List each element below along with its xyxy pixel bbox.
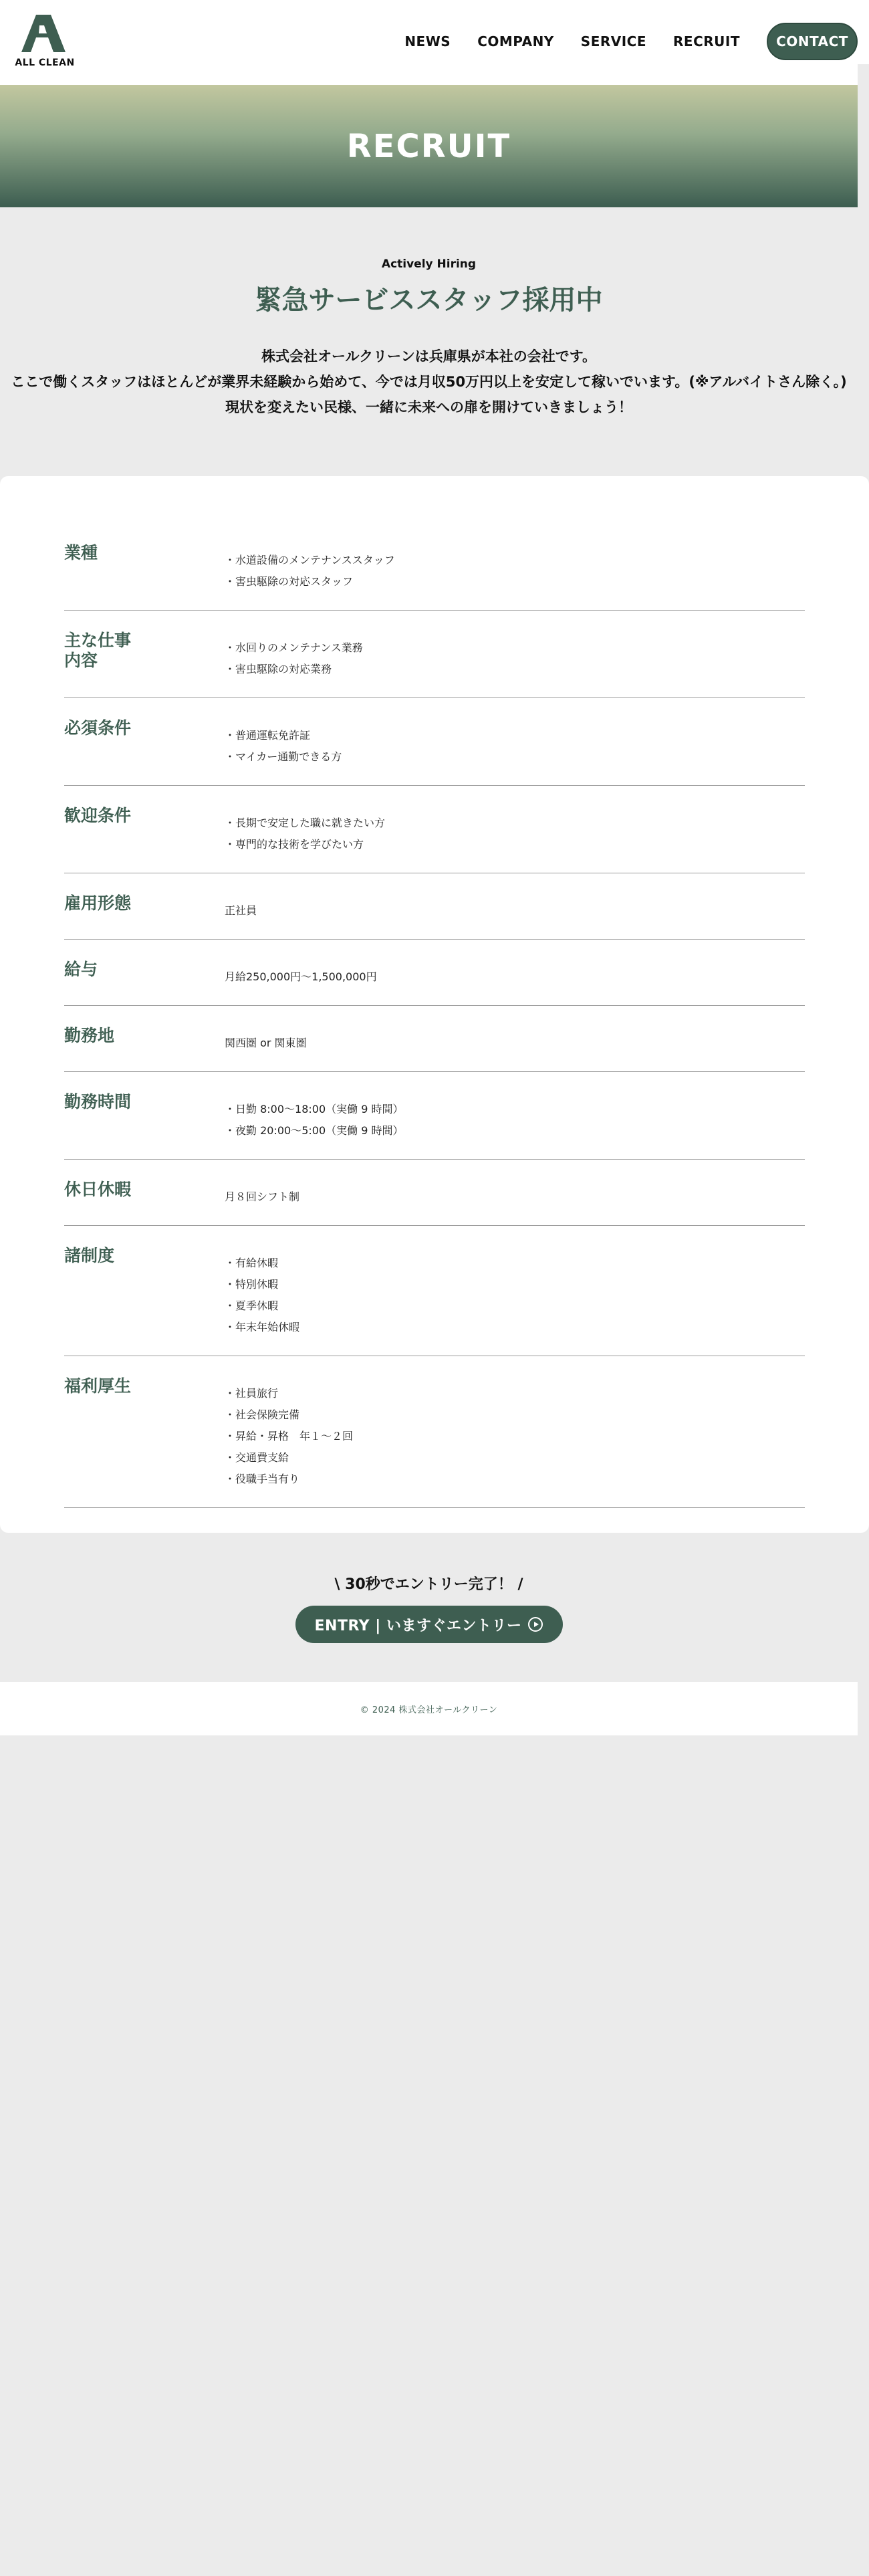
table-row: [64, 698, 805, 786]
intro-line: 株式会社オールクリーンは兵庫県が本社の会社です。: [261, 348, 597, 364]
scrollbar-thumb[interactable]: [858, 0, 869, 64]
row-values: [225, 1246, 805, 1338]
copyright-text: © 2024 株式会社オールクリーン: [360, 1705, 498, 1715]
hero-banner: [0, 85, 858, 207]
logo[interactable]: [15, 15, 75, 71]
nav-item-news[interactable]: NEWS: [404, 33, 451, 49]
table-row: [64, 1160, 805, 1226]
row-values: [225, 631, 805, 680]
row-values: [225, 960, 805, 988]
intro-section: [0, 257, 858, 420]
intro-body: [0, 344, 858, 420]
row-value: ・害虫駆除の対応業務: [225, 663, 332, 675]
row-label: 雇用形態: [64, 893, 132, 913]
logo-text: ALL CLEAN: [15, 58, 75, 68]
entry-lead-text: \ 30秒でエントリー完了！ /: [334, 1576, 523, 1593]
entry-button[interactable]: [295, 1606, 563, 1643]
eyebrow-text: Actively Hiring: [381, 257, 477, 271]
table-row: [64, 611, 805, 698]
row-value: ・有給休暇: [225, 1257, 279, 1269]
row-values: [225, 1180, 805, 1208]
entry-section: [0, 1573, 858, 1643]
table-row: [64, 1006, 805, 1072]
row-label: 主な仕事 内容: [64, 631, 132, 670]
row-values: [225, 718, 805, 768]
job-details-card: [0, 476, 869, 1533]
table-row: [64, 873, 805, 940]
row-value: ・水道設備のメンテナンススタッフ: [225, 554, 395, 566]
row-value: ・交通費支給: [225, 1451, 289, 1464]
row-values: [225, 1092, 805, 1142]
row-value: ・夜勤 20:00〜5:00（実働 9 時間）: [225, 1124, 404, 1137]
row-label: 諸制度: [64, 1246, 115, 1265]
row-value: ・普通運転免許証: [225, 729, 311, 742]
nav-item-service[interactable]: SERVICE: [580, 33, 647, 49]
section-heading: 緊急サービススタッフ採用中: [255, 285, 603, 316]
entry-button-label: ENTRY | いますぐエントリー: [314, 1617, 522, 1634]
row-value: 月給250,000円〜1,500,000円: [225, 970, 377, 983]
intro-line: ここで働くスタッフはほとんどが業界未経験から始めて、今では月収50万円以上を安定して稼いでいます。(※アルバイトさん除く。): [11, 374, 847, 390]
row-label: 給与: [64, 960, 98, 979]
nav-item-recruit[interactable]: RECRUIT: [673, 33, 740, 49]
site-footer: [0, 1682, 858, 1735]
main-nav: [404, 23, 858, 60]
row-value: ・社員旅行: [225, 1387, 279, 1400]
row-value: 月８回シフト制: [225, 1190, 300, 1203]
table-row: [64, 1226, 805, 1356]
row-value: ・昇給・昇格 年１〜２回: [225, 1430, 354, 1442]
row-values: [225, 1376, 805, 1490]
table-row: [64, 786, 805, 873]
site-header: [0, 0, 858, 85]
row-value: ・水回りのメンテナンス業務: [225, 641, 363, 654]
page-title: RECRUIT: [346, 127, 511, 165]
row-value: ・専門的な技術を学びたい方: [225, 838, 364, 851]
table-row: [64, 1072, 805, 1160]
row-label: 業種: [64, 543, 98, 562]
row-label: 必須条件: [64, 718, 132, 738]
row-values: [225, 1026, 805, 1054]
row-value: 正社員: [225, 904, 257, 917]
logo-mark-icon: [21, 15, 68, 53]
row-value: ・夏季休暇: [225, 1299, 279, 1312]
row-values: [225, 543, 805, 593]
row-label: 福利厚生: [64, 1376, 132, 1396]
table-row: [64, 523, 805, 611]
row-value: ・害虫駆除の対応スタッフ: [225, 575, 354, 588]
row-label: 歓迎条件: [64, 806, 132, 825]
row-value: ・マイカー通勤できる方: [225, 750, 342, 763]
row-values: [225, 806, 805, 855]
row-value: ・日勤 8:00〜18:00（実働 9 時間）: [225, 1103, 404, 1115]
arrow-circle-right-icon: [528, 1617, 543, 1632]
row-values: [225, 893, 805, 922]
row-value: ・特別休暇: [225, 1278, 279, 1291]
row-value: ・年末年始休暇: [225, 1321, 300, 1333]
job-details-table: [64, 523, 805, 1508]
contact-button[interactable]: CONTACT: [767, 23, 858, 60]
nav-item-company[interactable]: COMPANY: [477, 33, 554, 49]
intro-line: 現状を変えたい民様、一緒に未来への扉を開けていきましょう！: [225, 399, 632, 415]
row-value: ・社会保険完備: [225, 1408, 300, 1421]
row-label: 勤務時間: [64, 1092, 132, 1111]
row-label: 勤務地: [64, 1026, 115, 1045]
row-value: ・役職手当有り: [225, 1473, 300, 1485]
table-row: [64, 1356, 805, 1508]
row-value: ・長期で安定した職に就きたい方: [225, 817, 386, 829]
row-label: 休日休暇: [64, 1180, 132, 1199]
row-value: 関西圏 or 関東圏: [225, 1037, 307, 1049]
table-row: [64, 940, 805, 1006]
